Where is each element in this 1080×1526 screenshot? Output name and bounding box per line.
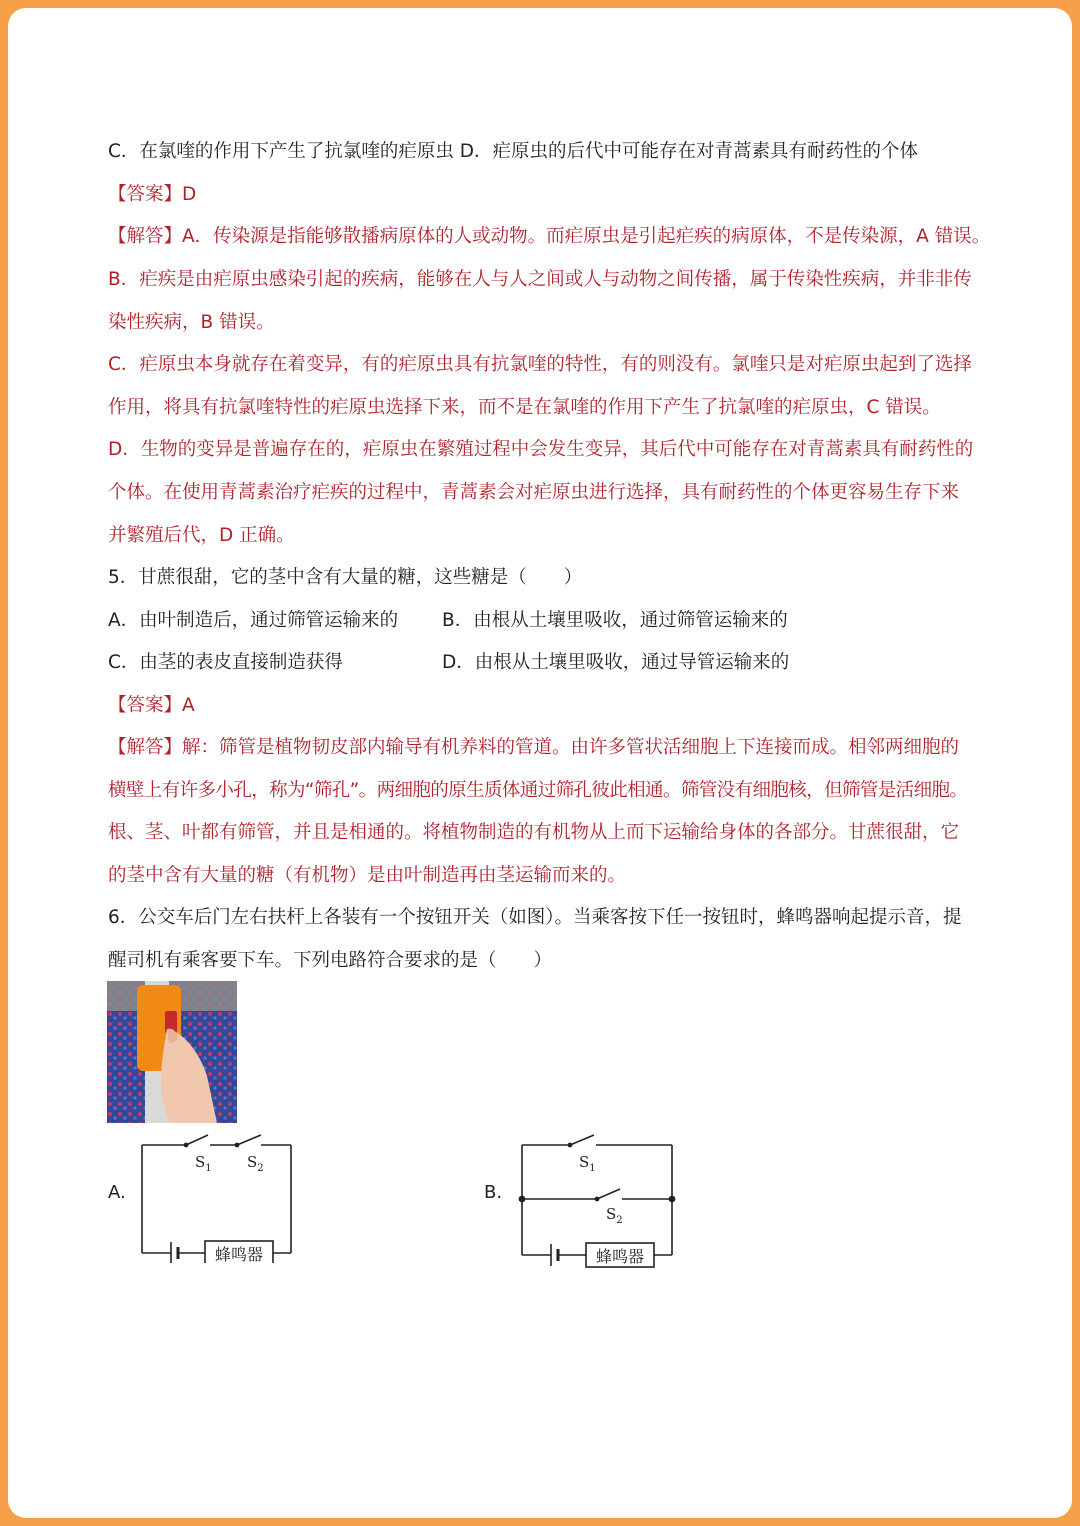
- s1-label: S: [579, 1153, 590, 1171]
- q5-analysis-line-2: 横壁上有许多小孔，称为“筛孔”。两细胞的原生质体通过筛孔彼此相通。筛管没有细胞核，但筛管是活细胞。: [108, 780, 968, 801]
- answer-tag: 【答案】: [108, 184, 183, 205]
- q5-option-c: C．由茎的表皮直接制造获得: [108, 652, 343, 673]
- q5-option-b: B．由根从土壤里吸收，通过筛管运输来的: [442, 610, 788, 631]
- q5-options-cd: [108, 650, 1008, 676]
- q4-analysis-line-8: 并繁殖后代，D 正确。: [108, 525, 295, 546]
- circuit-a-label: A.: [108, 1182, 126, 1203]
- analysis-text: A．传染源是指能够散播病原体的人或动物。而疟原虫是引起疟疾的病原体，不是传染源，A 错误。: [182, 226, 991, 247]
- s2-sub: 2: [257, 1163, 264, 1174]
- answer-value: D: [182, 184, 197, 205]
- circuit-b-diagram: [516, 1123, 691, 1268]
- q5-options-ab: [108, 608, 1008, 634]
- q5-stem: 5．甘蔗很甜，它的茎中含有大量的糖，这些糖是（ ）: [108, 567, 583, 588]
- analysis-tag: 【解答】: [108, 226, 183, 247]
- s1-label: S: [195, 1153, 206, 1171]
- q4-options-cd: C．在氯喹的作用下产生了抗氯喹的疟原虫 D．疟原虫的后代中可能存在对青蒿素具有耐药性的个体: [108, 141, 919, 162]
- svg-text:S2: [606, 1205, 623, 1226]
- q5-analysis-line-4: 的茎中含有大量的糖（有机物）是由叶制造再由茎运输而来的。: [108, 865, 627, 886]
- s1-sub: 1: [589, 1163, 596, 1174]
- q5-answer: [108, 693, 195, 719]
- s1-sub: 1: [205, 1163, 212, 1174]
- q6-stem-line-2: 醒司机有乘客要下车。下列电路符合要求的是（ ）: [108, 950, 553, 971]
- q5-option-a: A．由叶制造后，通过筛管运输来的: [108, 610, 399, 631]
- q4-analysis-line-6: D．生物的变异是普遍存在的，疟原虫在繁殖过程中会发生变异，其后代中可能存在对青蒿素具有耐药性的: [108, 439, 974, 460]
- buzzer-label: 蜂鸣器: [595, 1247, 645, 1266]
- document-page: [8, 8, 1072, 1518]
- q4-analysis-line-2: B．疟疾是由疟原虫感染引起的疾病，能够在人与人之间或人与动物之间传播，属于传染性疾病，并非非传: [108, 269, 972, 290]
- q4-analysis-line-7: 个体。在使用青蒿素治疗疟疾的过程中，青蒿素会对疟原虫进行选择，具有耐药性的个体更容易生存下来: [108, 482, 960, 503]
- circuit-b-label: B.: [484, 1182, 503, 1203]
- q5-analysis-line-3: 根、茎、叶都有筛管，并且是相通的。将植物制造的有机物从上而下运输给身体的各部分。甘蔗很甜，它: [108, 822, 960, 843]
- q4-analysis-line-5: 作用，将具有抗氯喹特性的疟原虫选择下来，而不是在氯喹的作用下产生了抗氯喹的疟原虫，C 错误。: [108, 397, 941, 418]
- q4-analysis-line-1: [108, 224, 990, 250]
- q5-option-d: D．由根从土壤里吸收，通过导管运输来的: [442, 652, 790, 673]
- svg-text:S1: [579, 1153, 596, 1174]
- q6-stem-line-1: 6．公交车后门左右扶杆上各装有一个按钮开关（如图）。当乘客按下任一按钮时，蜂鸣器响起提示音，提: [108, 907, 962, 928]
- q4-analysis-line-4: C．疟原虫本身就存在着变异，有的疟原虫具有抗氯喹的特性，有的则没有。氯喹只是对疟原虫起到了选择: [108, 354, 972, 375]
- s2-label: S: [606, 1205, 617, 1223]
- bus-button-photo: [107, 981, 237, 1123]
- q5-analysis-line-1: [108, 735, 959, 761]
- q4-answer: [108, 182, 196, 208]
- svg-text:S2: [247, 1153, 264, 1174]
- buzzer-label: 蜂鸣器: [214, 1245, 264, 1263]
- switch-s2-blade: [237, 1135, 261, 1145]
- circuit-a-diagram: [133, 1123, 303, 1263]
- answer-value: A: [182, 695, 195, 716]
- answer-tag: 【答案】: [108, 695, 183, 716]
- s2-sub: 2: [616, 1215, 623, 1226]
- svg-text:S1: [195, 1153, 212, 1174]
- analysis-tag: 【解答】: [108, 737, 183, 758]
- switch-s1-blade: [186, 1135, 208, 1145]
- switch-s2-blade: [597, 1189, 620, 1199]
- analysis-text: 解：筛管是植物韧皮部内输导有机养料的管道。由许多管状活细胞上下连接而成。相邻两细胞的: [182, 737, 960, 758]
- s2-label: S: [247, 1153, 258, 1171]
- q4-analysis-line-3: 染性疾病，B 错误。: [108, 312, 275, 333]
- switch-s1-blade: [570, 1135, 594, 1145]
